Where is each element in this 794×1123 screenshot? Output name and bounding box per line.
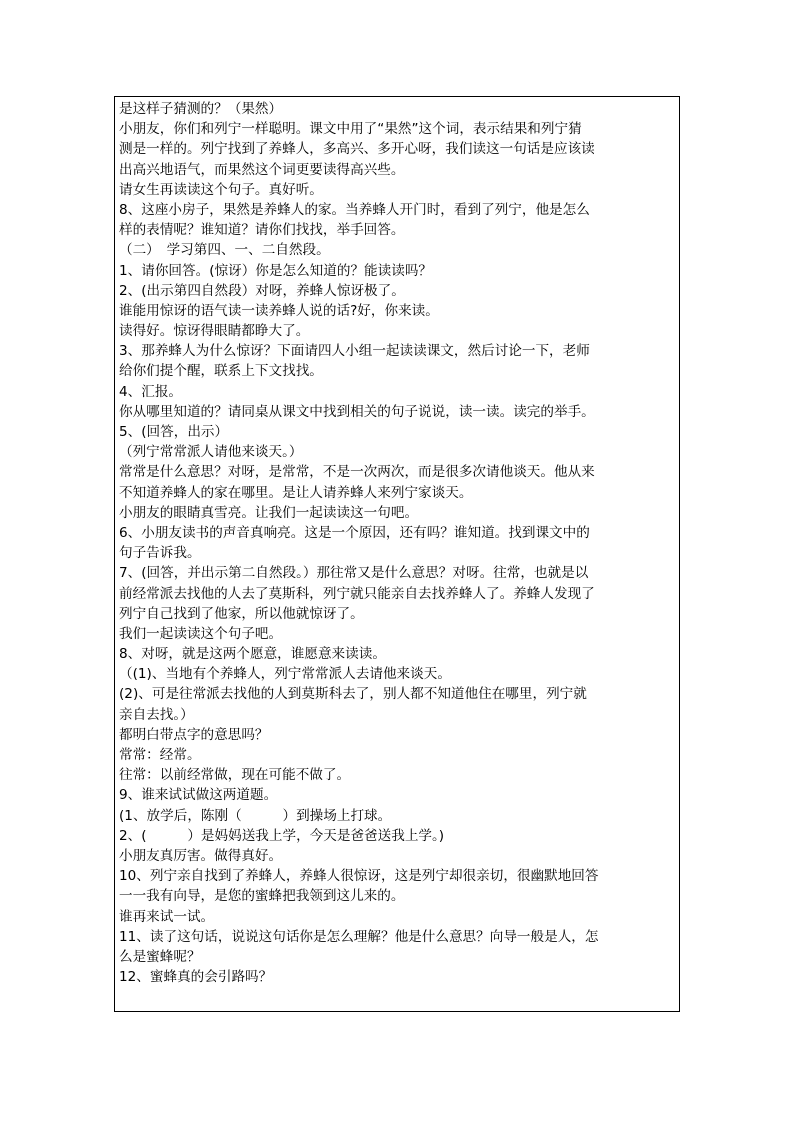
text-line: 7、(回答，并出示第二自然段。）那往常又是什么意思？对呀。往常，也就是以 (119, 565, 589, 582)
text-line: 前经常派去找他的人去了莫斯科，列宁就只能亲自去找养蜂人了。养蜂人发现了 (119, 585, 595, 602)
text-line: 都明白带点字的意思吗？ (119, 726, 269, 743)
text-line: 6、小朋友读书的声音真响亮。这是一个原因，还有吗？谁知道。找到课文中的 (119, 524, 590, 541)
text-line: 谁再来试一试。 (119, 908, 215, 925)
text-line: 10、列宁亲自找到了养蜂人，养蜂人很惊讶，这是列宁却很亲切，很幽默地回答 (119, 868, 599, 885)
text-line: 请女生再读读这个句子。真好听。 (119, 181, 323, 198)
text-line: 给你们提个醒，联系上下文找找。 (119, 363, 323, 380)
text-line: 8、这座小房子，果然是养蜂人的家。当养蜂人开门时，看到了列宁，他是怎么 (119, 201, 590, 218)
text-line: 4、汇报。 (119, 383, 183, 400)
lesson-text-body (119, 99, 675, 987)
text-line: 常常：经常。 (119, 747, 201, 763)
text-line: 小朋友真厉害。做得真好。 (119, 847, 283, 864)
text-line: 11、读了这句话，说说这句话你是怎么理解？他是什么意思？向导一般是人，怎 (119, 928, 599, 945)
text-line: 一一我有向导，是您的蜜蜂把我领到这儿来的。 (119, 888, 405, 905)
text-line: 9、谁来试试做这两道题。 (119, 787, 278, 804)
text-line: （列宁常常派人请他来谈天。） (119, 444, 303, 461)
text-line: 不知道养蜂人的家在哪里。是让人请养蜂人来列宁家谈天。 (119, 484, 473, 501)
text-line: (2)、可是往常派去找他的人到莫斯科去了，别人都不知道他住在哪里，列宁就 (119, 686, 587, 703)
text-line: 8、对呀，就是这两个愿意，谁愿意来读读。 (119, 646, 386, 663)
text-line: 小朋友的眼睛真雪亮。让我们一起读读这一句吧。 (119, 504, 419, 521)
text-line: 12、蜜蜂真的会引路吗？ (119, 969, 273, 986)
text-line: （二） 学习第四、一、二自然段。 (119, 242, 330, 259)
text-line: 出高兴地语气，而果然这个词更要读得高兴些。 (119, 161, 405, 178)
text-line: 1、请你回答。(惊讶）你是怎么知道的？能读读吗？ (119, 262, 433, 279)
text-line: 我们一起读读这个句子吧。 (119, 625, 283, 642)
text-line: 小朋友，你们和列宁一样聪明。课文中用了“果然”这个词，表示结果和列宁猜 (119, 121, 582, 138)
text-line: 测是一样的。列宁找到了养蜂人，多高兴、多开心呀，我们读这一句话是应该读 (119, 141, 595, 158)
text-line: 亲自去找。） (119, 706, 194, 723)
text-line: 你从哪里知道的？请同桌从课文中找到相关的句子说说，读一读。读完的举手。 (119, 403, 595, 420)
text-line: 常常是什么意思？对呀，是常常，不是一次两次，而是很多次请他谈天。他从来 (119, 464, 595, 481)
text-line: 么是蜜蜂呢？ (119, 948, 201, 965)
text-line: (1、放学后，陈刚（ ）到操场上打球。 (119, 807, 392, 824)
text-line: 是这样子猜测的？（果然） (119, 101, 283, 117)
text-line: 2、(出示第四自然段）对呀，养蜂人惊讶极了。 (119, 282, 405, 299)
text-line: 谁能用惊讶的语气读一读养蜂人说的话?好，你来读。 (119, 302, 439, 319)
text-line: 读得好。惊讶得眼睛都睁大了。 (119, 323, 310, 340)
text-line: 3、那养蜂人为什么惊讶？下面请四人小组一起读读课文，然后讨论一下，老师 (119, 343, 590, 360)
text-line: （(1)、当地有个养蜂人，列宁常常派人去请他来谈天。 (119, 666, 451, 683)
text-line: 列宁自己找到了他家，所以他就惊讶了。 (119, 605, 364, 622)
text-line: 句子告诉我。 (119, 545, 201, 562)
lesson-plan-table-cell (114, 96, 680, 1012)
text-line: 往常：以前经常做，现在可能不做了。 (119, 767, 351, 784)
text-line: 5、(回答，出示） (119, 424, 229, 440)
text-line: 样的表情呢？谁知道？请你们找找，举手回答。 (119, 222, 405, 239)
text-line: 2、( ）是妈妈送我上学，今天是爸爸送我上学。) (119, 827, 445, 844)
